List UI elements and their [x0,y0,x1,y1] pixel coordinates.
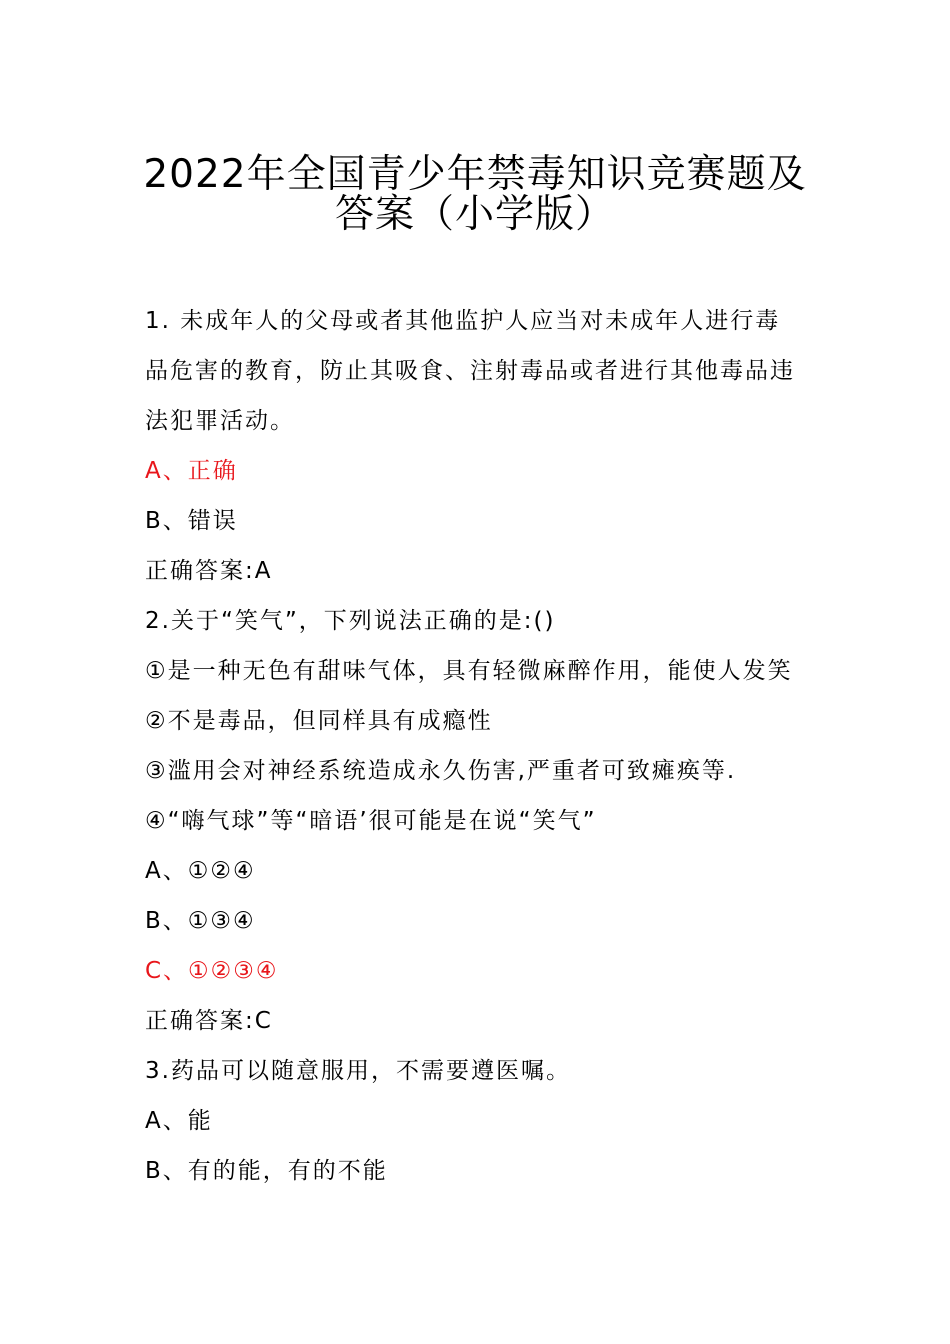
question-1-option-b: B、错误 [145,508,238,534]
question-2-item-4: ④“嗨气球”等“暗语’很可能是在说“笑气” [145,808,597,834]
question-3-stem: 3.药品可以随意服用，不需要遵医嘱。 [145,1058,571,1084]
document-title-line-1: 2022年全国青少年禁毒知识竞赛题及 [143,152,807,197]
question-2-item-2: ②不是毒品，但同样具有成瘾性 [145,708,493,734]
question-2-option-c-correct: C、①②③④ [145,958,279,984]
question-1-text-line-1: 1. 未成年人的父母或者其他监护人应当对未成年人进行毒 [145,308,781,334]
question-2-item-3: ③滥用会对神经系统造成永久伤害,严重者可致瘫痪等. [145,758,737,784]
question-2-item-1: ①是一种无色有甜味气体，具有轻微麻醉作用，能使人发笑 [145,658,793,684]
question-1-text-line-3: 法犯罪活动。 [145,408,295,434]
question-2-stem: 2.关于“笑气”，下列说法正确的是:() [145,608,556,634]
question-2-answer: 正确答案:C [145,1008,273,1034]
question-1-option-a-correct: A、正确 [145,458,238,484]
question-3-option-b: B、有的能，有的不能 [145,1158,388,1184]
question-2-option-a: A、①②④ [145,858,256,884]
document-title-line-2: 答案（小学版） [334,192,615,237]
question-3-option-a: A、能 [145,1108,213,1134]
question-1-answer: 正确答案:A [145,558,273,584]
question-2-option-b: B、①③④ [145,908,256,934]
question-1-text-line-2: 品危害的教育，防止其吸食、注射毒品或者进行其他毒品违 [145,358,795,384]
